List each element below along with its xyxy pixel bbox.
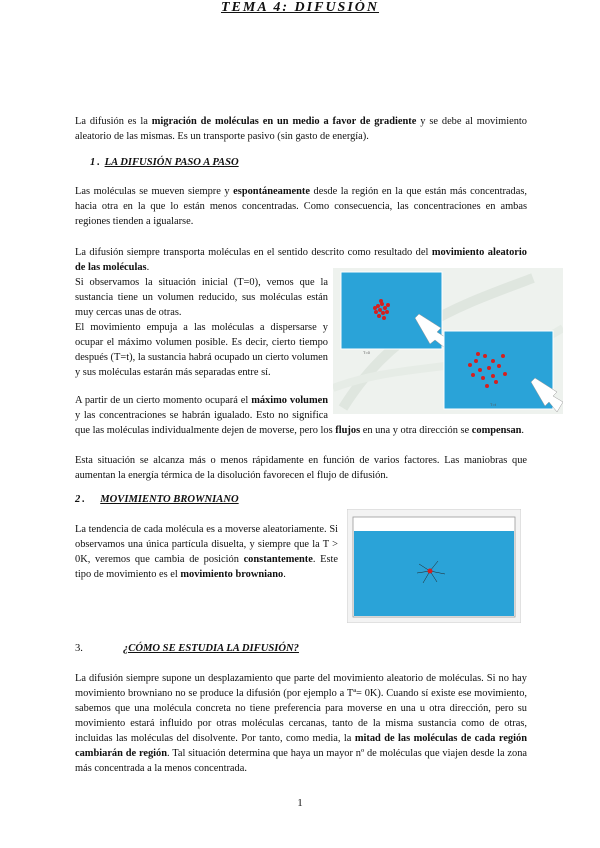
label-t0: T=0 [363, 350, 371, 355]
label-tt: T=t [490, 402, 496, 407]
section1-paragraph-2: La difusión siempre transporta moléculas en el sentido descrito como resultado del movimiento aleatorio de las moléculas. [75, 247, 528, 273]
intro-paragraph: La difusión es la migración de moléculas en un medio a favor de gradiente y se debe al movimiento aleatorio de las mismas. Es un transporte pasivo (sin gasto de energía). [75, 116, 527, 142]
section1-heading: 1. LA DIFUSIÓN PASO A PASO [90, 157, 239, 168]
beaker-diffused [444, 331, 553, 409]
section1-paragraph-3: Si observamos la situación inicial (T=0), vemos que la sustancia tiene un volumen reducido, sus moléculas están muy cercas unas de otras. [75, 277, 328, 318]
section3-paragraph-1: La difusión siempre supone un desplazamiento que parte del movimiento aleatorio de moléculas. Si no hay movimiento browniano no se produce la difusión (por ejemplo a Tª= 0K). Cuando sí existe ese movimiento, sabemos que una molécula concreta no tiene preferencia para moverse en una u otra dirección, pero su movimiento estará influido por otras moléculas cercanas, tanto de la misma sustancia como de otras, incluidas las moléculas del disolvente. Por tanto, como media, la mitad de las moléculas de cada región cambiarán de región. Tal situación determina que haya un mayor nº de moléculas que viajen desde la zona más concentrada a la menos concentrada. [75, 673, 527, 774]
particle-dot [428, 569, 433, 574]
section2-paragraph-1: La tendencia de cada molécula es a moverse aleatoriamente. Si observamos una única partícula disuelta, y siempre que la T > 0K, veremos que cambia de posición constantemente. Este tipo de movimiento es el movimiento browniano. [75, 524, 338, 580]
section2-heading: 2. MOVIMIENTO BROWNIANO [75, 494, 239, 505]
diffusion-figure [333, 268, 563, 414]
section1-paragraph-5: A partir de un cierto momento ocupará el máximo volumen y las concentraciones se habrán igualado. Esto no significa que las moléculas individualmente dejen de moverse, pero los flujos en una y otra dirección se compensan. [75, 395, 525, 436]
section3-heading: 3. ¿CÓMO SE ESTUDIA LA DIFUSIÓN? [75, 643, 299, 654]
section1-paragraph-4: El movimiento empuja a las moléculas a dispersarse y ocupar el máximo volumen posible. Es decir, cierto tiempo después (T=t), la sustancia habrá ocupado un cierto volumen y sus moléculas estarán más separadas entre sí. [75, 322, 328, 378]
beaker-water [354, 531, 514, 616]
brownian-figure [347, 509, 521, 623]
page-title: TEMA 4: DIFUSIÓN [220, 0, 380, 15]
section1-paragraph-6: Esta situación se alcanza más o menos rápidamente en función de varios factores. Las maniobras que aumentan la energía térmica de la disolución favorecen el flujo de difusión. [75, 455, 527, 481]
page-number: 1 [297, 797, 303, 809]
section1-paragraph-1: Las moléculas se mueven siempre y espontáneamente desde la región en la que están más concentradas, hacia otra en la que lo están menos concentradas. Como consecuencia, las concentraciones en ambas regiones tienden a igualarse. [75, 186, 527, 227]
